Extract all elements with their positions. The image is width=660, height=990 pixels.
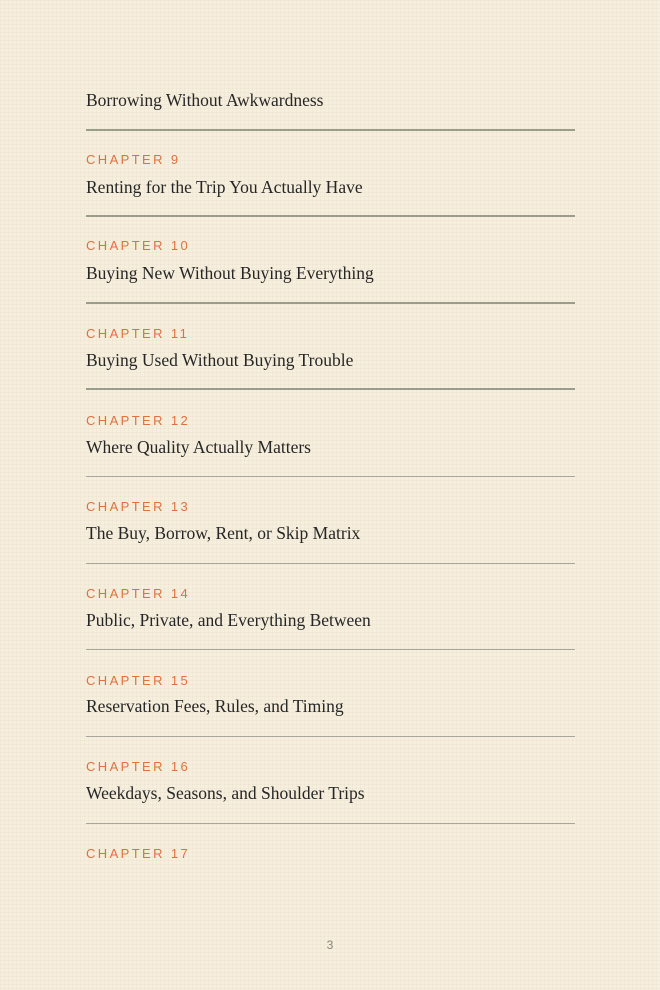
chapter-label: CHAPTER 9 [86, 152, 181, 167]
chapter-label: CHAPTER 13 [86, 499, 191, 514]
chapter-title[interactable]: The Buy, Borrow, Rent, or Skip Matrix [86, 523, 361, 543]
divider [86, 823, 575, 824]
page-number: 3 [326, 938, 334, 952]
chapter-title[interactable]: Weekdays, Seasons, and Shoulder Trips [86, 783, 365, 803]
chapter-title[interactable]: Reservation Fees, Rules, and Timing [86, 696, 344, 716]
chapter-title[interactable]: Public, Private, and Everything Between [86, 610, 371, 630]
divider [86, 302, 575, 304]
divider [86, 215, 575, 217]
chapter-title[interactable]: Where Quality Actually Matters [86, 437, 311, 457]
chapter-title[interactable]: Renting for the Trip You Actually Have [86, 177, 363, 197]
chapter-label: CHAPTER 11 [86, 326, 190, 341]
chapter-label: CHAPTER 14 [86, 586, 191, 601]
divider [86, 649, 575, 650]
chapter-label: CHAPTER 16 [86, 759, 191, 774]
chapter-title[interactable]: Borrowing Without Awkwardness [86, 90, 324, 110]
chapter-label: CHAPTER 17 [86, 846, 191, 861]
chapter-label: CHAPTER 15 [86, 673, 191, 688]
divider [86, 476, 575, 477]
chapter-label: CHAPTER 12 [86, 413, 191, 428]
chapter-title[interactable]: Buying Used Without Buying Trouble [86, 350, 354, 370]
divider [86, 563, 575, 564]
divider [86, 388, 575, 390]
chapter-title[interactable]: Buying New Without Buying Everything [86, 263, 374, 283]
divider [86, 736, 575, 737]
chapter-label: CHAPTER 10 [86, 238, 191, 253]
divider [86, 129, 575, 131]
